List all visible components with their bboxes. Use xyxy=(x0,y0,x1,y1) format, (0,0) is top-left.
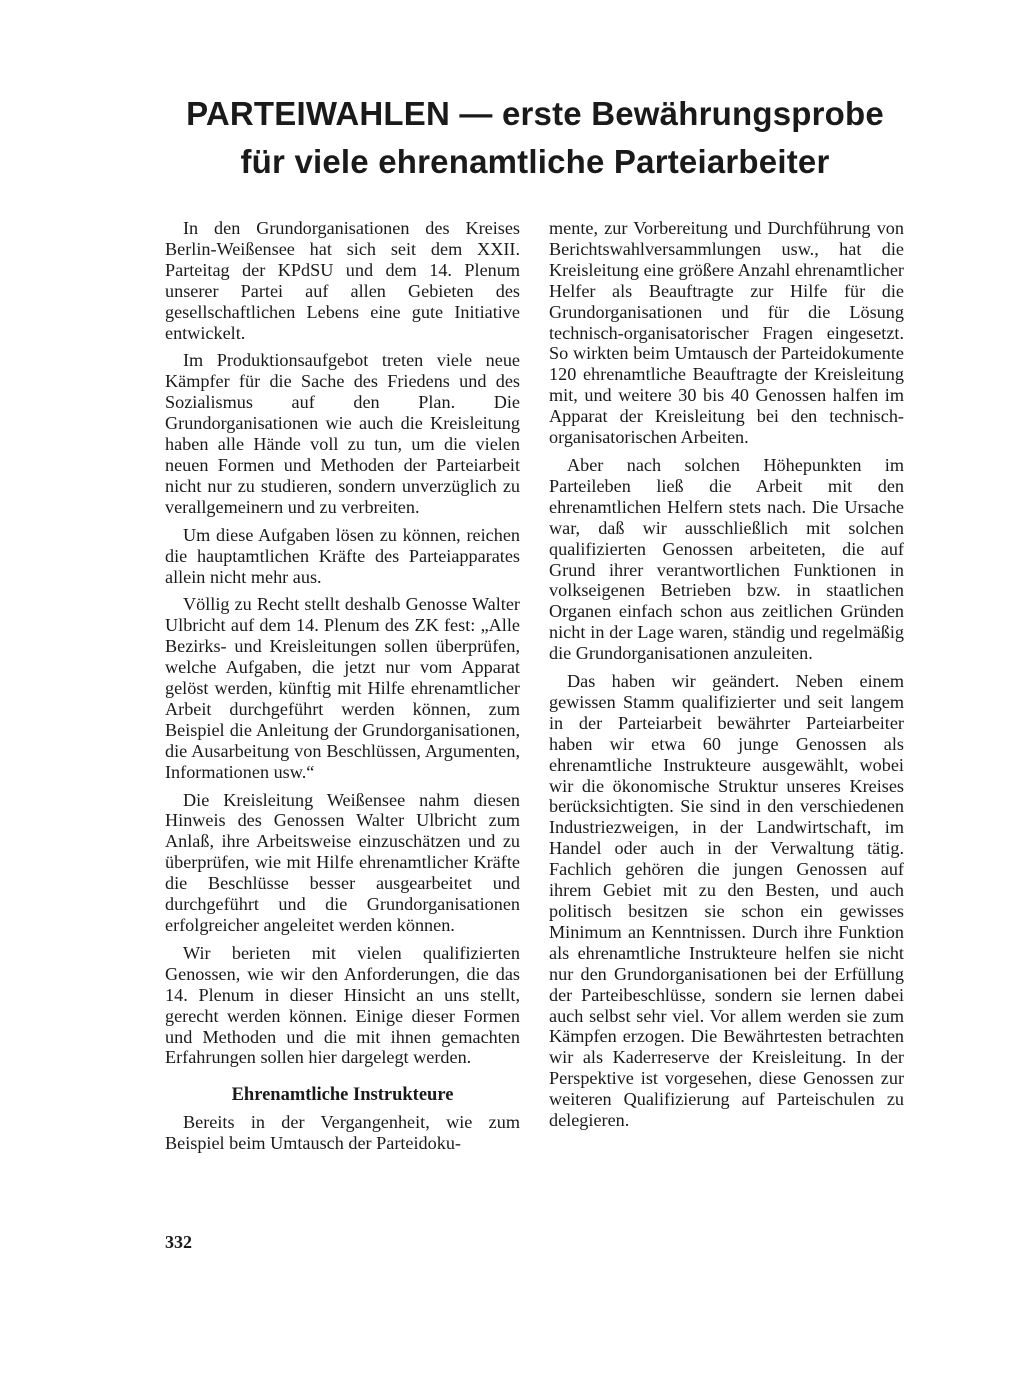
title-line-1: PARTEIWAHLEN — erste Bewährungsprobe xyxy=(186,95,884,132)
paragraph: Bereits in der Vergangenheit, wie zum Beispiel beim Umtausch der Parteidoku- xyxy=(165,1112,520,1154)
page-number: 332 xyxy=(165,1232,192,1252)
paragraph: In den Grundorganisationen des Kreises Berlin-Weißensee hat sich seit dem XXII. Parteitag der KPdSU und dem 14. Plenum unserer Partei auf allen Gebieten des gesellschaftlichen Lebens eine gute Initiative entwickelt. xyxy=(165,218,520,343)
paragraph: Völlig zu Recht stellt deshalb Genosse Walter Ulbricht auf dem 14. Plenum des ZK fest: „Alle Bezirks- und Kreisleitungen sollen überprüfen, welche Aufgaben, die jetzt nur vom Apparat gelöst werden, künftig mit Hilfe ehrenamtlicher Arbeit durchgeführt werden können, zum Beispiel die Anleitung der Grundorganisationen, die Ausarbeitung von Beschlüssen, Argumenten, Informationen usw.“ xyxy=(165,594,520,782)
paragraph: Wir berieten mit vielen qualifizierten Genossen, wie wir den Anforderungen, die das 14. Plenum in dieser Hinsicht an uns stellt, gerecht werden können. Einige dieser Formen und Methoden und die mit ihnen gemachten Erfahrungen sollen hier dargelegt werden. xyxy=(165,942,520,1068)
paragraph: Das haben wir geändert. Neben einem gewissen Stamm qualifizierter und seit langem in der Parteiarbeit bewährter Parteiarbeiter haben wir etwa 60 junge Genossen als ehrenamtliche Instrukteure ausgewählt, wobei wir die ökonomische Struktur unseres Kreises berücksichtigten. Sie sind in den verschiedenen Industriezweigen, in der Landwirtschaft, im Handel oder auch in der Verwaltung tätig. Fachlich gehören die jungen Genossen auf ihrem Gebiet mit zu den Besten, und auch politisch besitzen sie schon ein gewisses Minimum an Kenntnissen. Durch ihre Funktion als ehrenamtliche Instrukteure helfen sie nicht nur den Grundorganisationen bei der Erfüllung der Parteibeschlüsse, sondern sie lernen dabei auch selbst sehr viel. Vor allem werden sie zum Kämpfen erzogen. Die Bewährtesten betrachten wir als Kaderreserve der Kreisleitung. In der Perspektive ist vorgesehen, diese Genossen zur weiteren Qualifizierung auf Parteischulen zu delegieren. xyxy=(549,671,904,1131)
paragraph: Im Produktionsaufgebot treten viele neue Kämpfer für die Sache des Friedens und des Sozialismus auf den Plan. Die Grundorganisationen wie auch die Kreisleitung haben alle Hände voll zu tun, um die vielen neuen Formen und Methoden der Parteiarbeit nicht nur zu studieren, sondern unverzüglich zu verallgemeinern und zu verbreiten. xyxy=(165,350,520,517)
left-column xyxy=(165,218,520,1161)
paragraph: Um diese Aufgaben lösen zu können, reichen die hauptamtlichen Kräfte des Parteiapparates allein nicht mehr aus. xyxy=(165,524,520,587)
right-column xyxy=(549,218,904,1138)
title-line-2: für viele ehrenamtliche Parteiarbeiter xyxy=(240,143,830,180)
article-title xyxy=(140,90,930,186)
paragraph: Aber nach solchen Höhepunkten im Parteileben ließ die Arbeit mit den ehrenamtlichen Helfern stets nach. Die Ursache war, daß wir ausschließlich mit solchen qualifizierten Genossen arbeiteten, die auf Grund ihrer verantwortlichen Funktionen in volkseigenen Betrieben bzw. in staatlichen Organen einfach schon aus zeitlichen Gründen nicht in der Lage waren, ständig und regelmäßig die Grundorganisationen anzuleiten. xyxy=(549,454,904,664)
paragraph: Die Kreisleitung Weißensee nahm diesen Hinweis des Genossen Walter Ulbricht zum Anlaß, ihre Arbeitsweise einzuschätzen und zu überprüfen, wie mit Hilfe ehrenamtlicher Kräfte die Beschlüsse besser ausgearbeitet und durchgeführt und die Grundorganisationen erfolgreicher angeleitet werden können. xyxy=(165,789,520,935)
paragraph-continued: mente, zur Vorbereitung und Durchführung von Berichtswahlversammlungen usw., hat die Kreisleitung eine größere Anzahl ehrenamtlicher Helfer als Beauftragte zur Hilfe für die Grundorganisationen und für die Lösung technisch-organisatorischer Fragen eingesetzt. So wirkten beim Umtausch der Parteidokumente 120 ehrenamtliche Beauftragte der Kreisleitung mit, und weitere 30 bis 40 Genossen halfen im Apparat der Kreisleitung bei den technisch-organisatorischen Arbeiten. xyxy=(549,218,904,448)
section-subheading: Ehrenamtliche Instrukteure xyxy=(231,1085,454,1106)
